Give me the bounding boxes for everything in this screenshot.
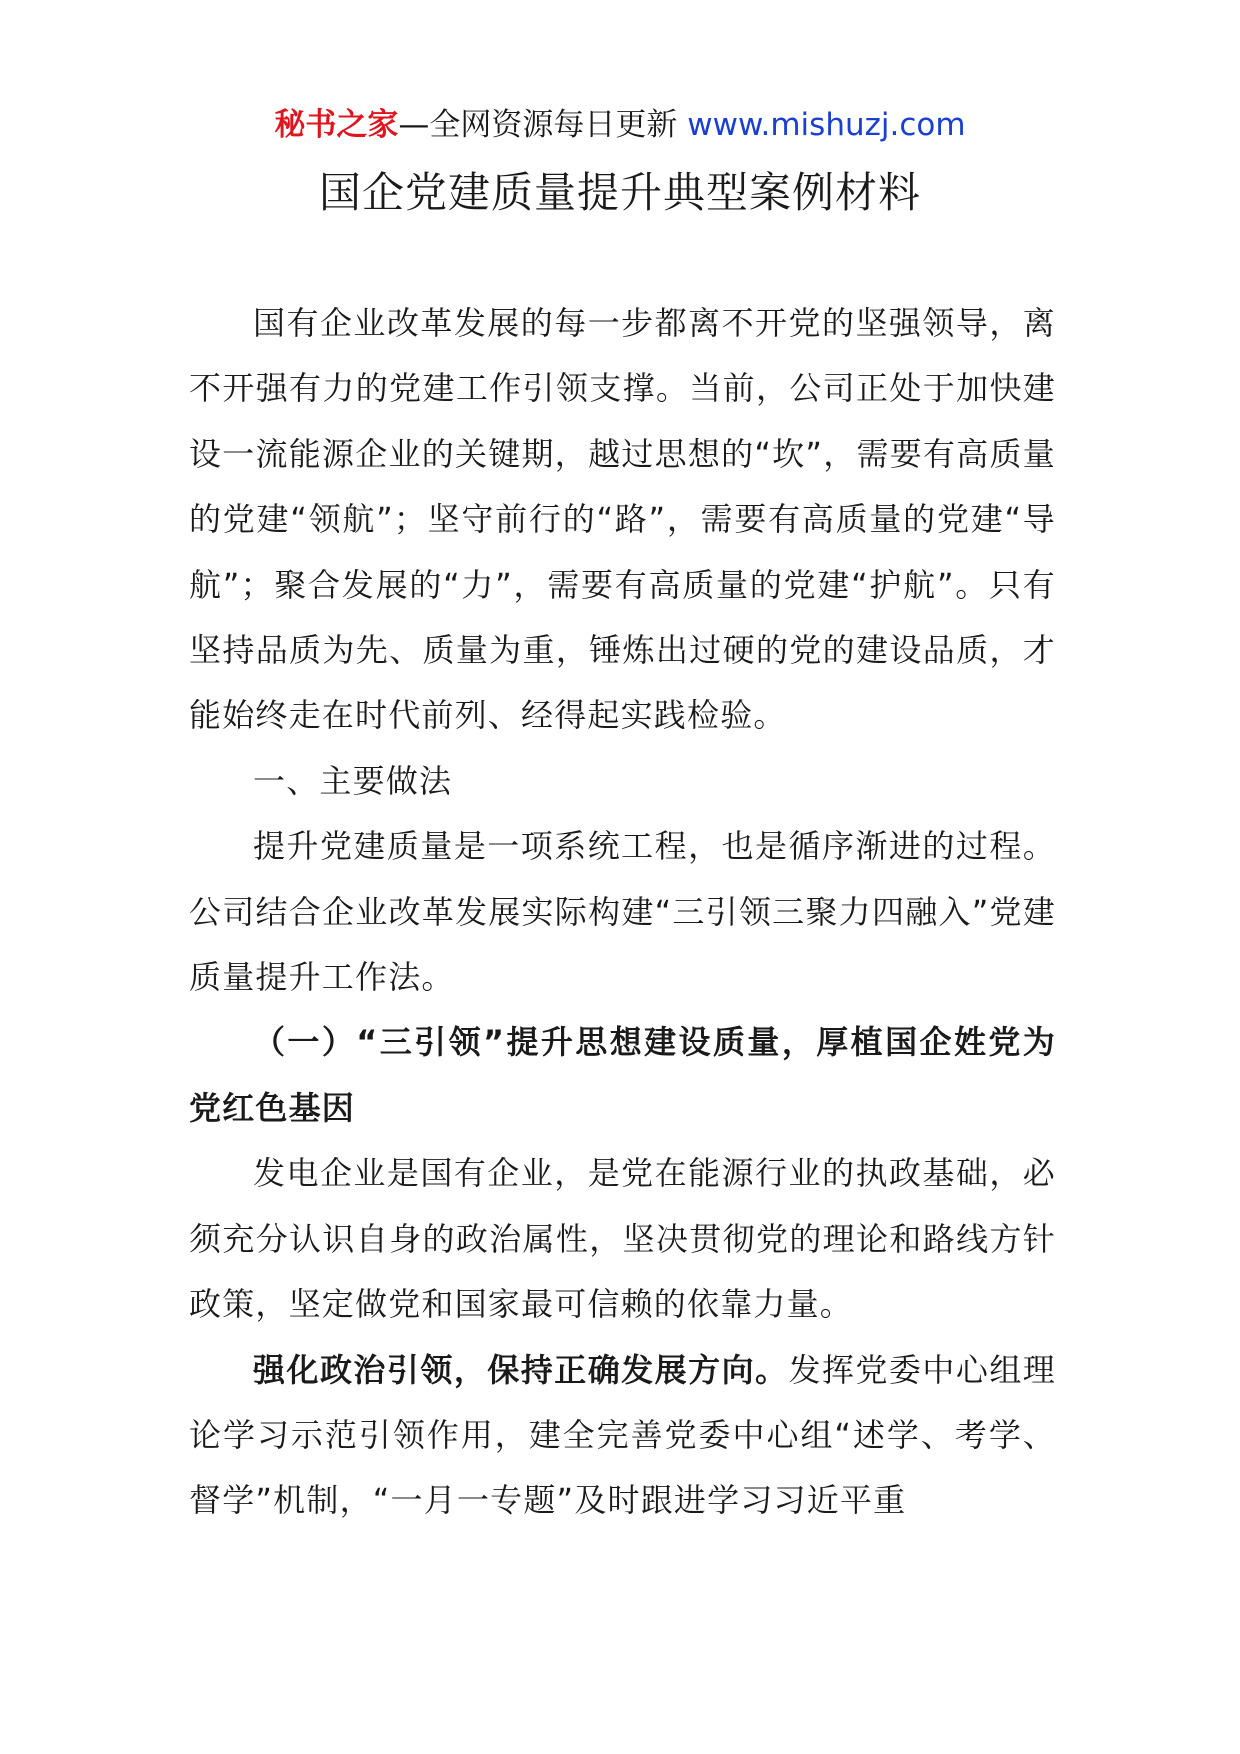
- intro-paragraph: 国有企业改革发展的每一步都离不开党的坚强领导，离不开强有力的党建工作引领支撑。当前，公司正处于加快建设一流能源企业的关键期，越过思想的“坎”，需要有高质量的党建“领航”；坚守前行的“路”，需要有高质量的党建“导航”；聚合发展的“力”，需要有高质量的党建“护航”。只有坚持品质为先、质量为重，锤炼出过硬的党的建设品质，才能始终走在时代前列、经得起实践检验。: [189, 304, 1056, 735]
- body-paragraph: 发电企业是国有企业，是党在能源行业的执政基础，必须充分认识自身的政治属性，坚决贯彻党的理论和路线方针政策，坚定做党和国家最可信赖的依靠力量。: [189, 1154, 1056, 1324]
- header-tagline: —全网资源每日更新: [398, 107, 688, 143]
- document-title: 国企党建质量提升典型案例材料: [318, 168, 921, 217]
- section-heading: 一、主要做法: [253, 761, 453, 800]
- paragraph-text: 发挥党委中心组理论学习示范引领作用，建全完善党委中心组“述学、考学、督学”机制，“一月一专题”及时跟进学习习近平重: [189, 1350, 1056, 1520]
- subsection-heading: （一）“三引领”提升思想建设质量，厚植国企姓党为党红色基因: [189, 1023, 1056, 1127]
- body-paragraph: 提升党建质量是一项系统工程，也是循序渐进的过程。公司结合企业改革发展实际构建“三引领三聚力四融入”党建质量提升工作法。: [189, 827, 1056, 997]
- source-header: [0, 103, 1240, 147]
- document-body: [189, 291, 1056, 1534]
- site-url-link[interactable]: www.mishuzj.com: [687, 107, 966, 143]
- brand-name: 秘书之家: [274, 107, 399, 143]
- paragraph-lead-sentence: 强化政治引领，保持正确发展方向。: [253, 1350, 789, 1389]
- body-paragraph: [189, 1338, 1056, 1534]
